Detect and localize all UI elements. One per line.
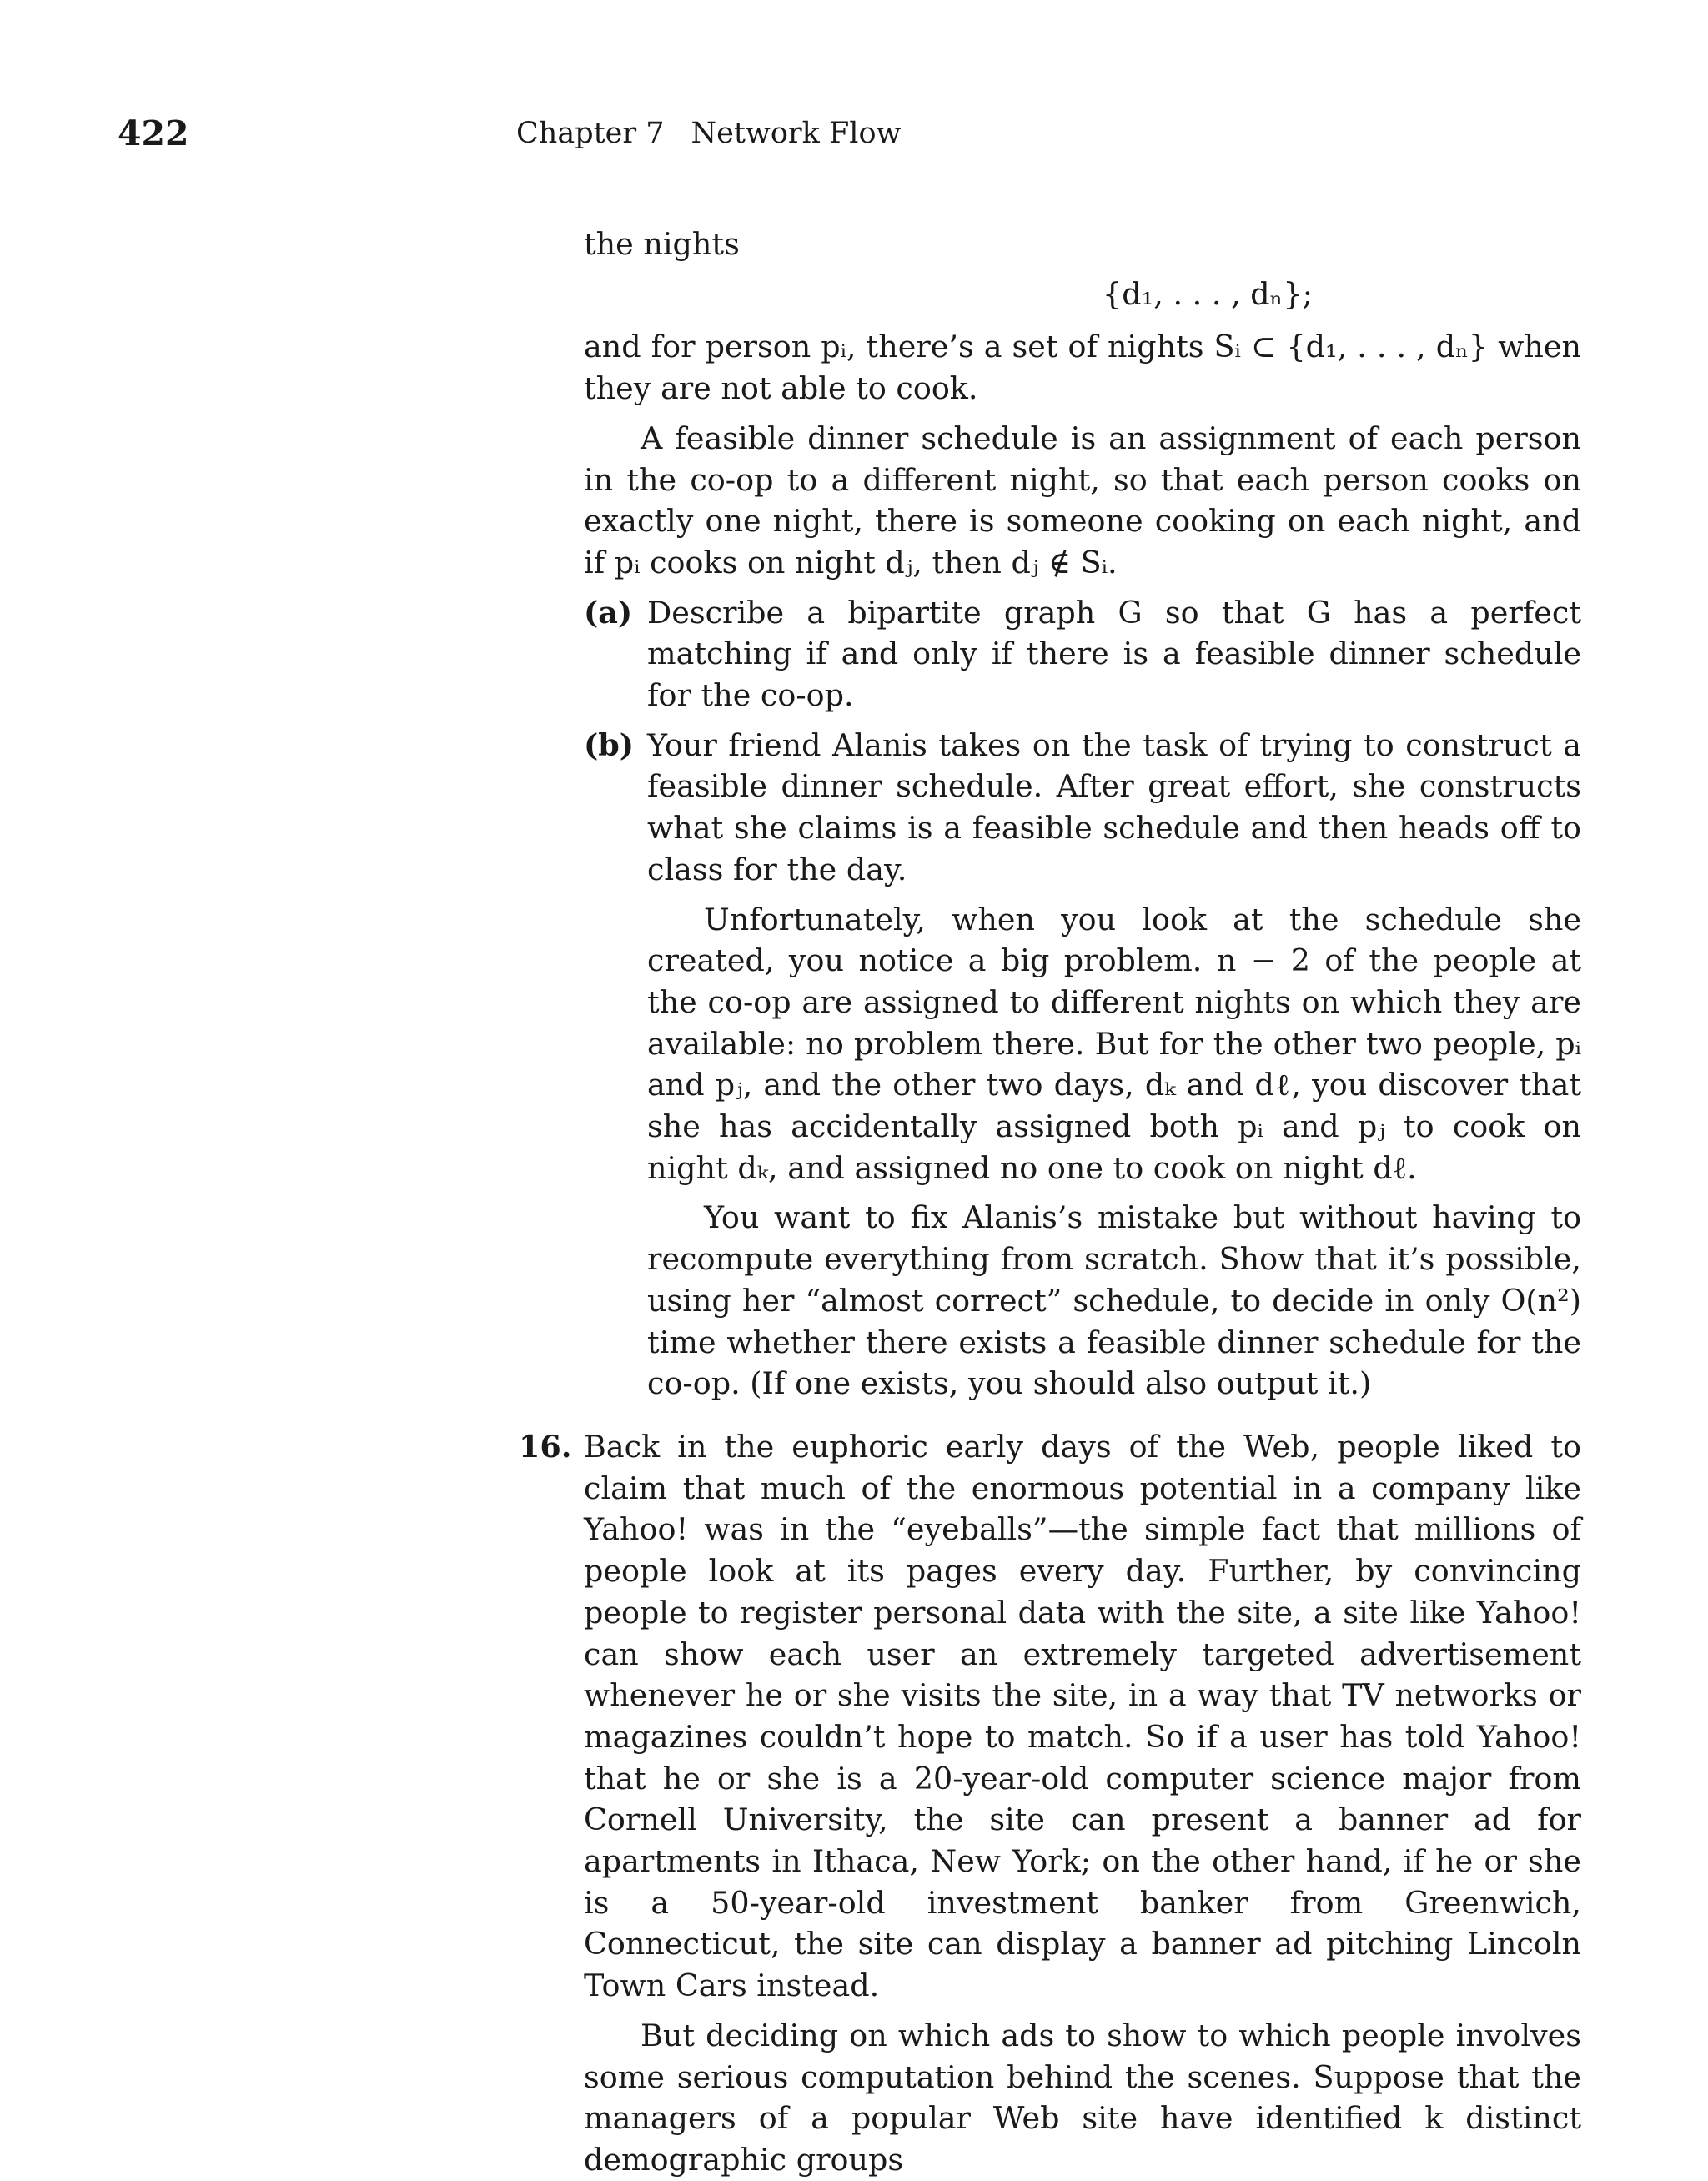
subproblem-b-text: Your friend Alanis takes on the task of trying to construct a feasible dinner schedule. After great effort, she constructs what she claims is a feasible schedule and then heads off to class for the day. [647,726,1581,887]
exercise-number: 16. [519,1428,572,1465]
exercise-16 [519,1426,1581,2181]
paragraph-definition: A feasible dinner schedule is an assignment of each person in the co-op to a different night, so that each person cooks on exactly one night, there is someone cooking on each night, and if pᵢ cooks on night dⱼ, then dⱼ ∉ Sᵢ. [584,420,1581,580]
subproblem-b-task: You want to fix Alanis’s mistake but without having to recompute everything from scratch. Show that it’s possible, using her “almost correct” schedule, to decide in only O(n²) time whether there exists a feasible dinner schedule for the co-op. (If one exists, you should also output it.) [647,1199,1581,1402]
paragraph-unavailable-nights: and for person pᵢ, there’s a set of nights Sᵢ ⊂ {d₁, . . . , dₙ} when they are not able to cook. [584,329,1581,407]
page-number: 422 [118,113,189,153]
subproblem-label: (a) [584,594,633,631]
subproblem-b-problem: Unfortunately, when you look at the schedule she created, you notice a big problem. n − 2 of the people at the co-op are assigned to different nights on which they are available: no problem there. But for the other two people, pᵢ and pⱼ, and the other two days, dₖ and dℓ, you discover that she has accidentally assigned both pᵢ and pⱼ to cook on night dₖ, and assigned no one to cook on night dℓ. [647,901,1581,1186]
exercise-16-paragraph-2: But deciding on which ads to show to which people involves some serious computation behind the scenes. Suppose that the managers of a popular Web site have identified k distinct demographic groups [584,2017,1581,2178]
subproblem-a-text: Describe a bipartite graph G so that G has a perfect matching if and only if there is a feasible dinner schedule for the co-op. [647,594,1581,714]
chapter-label: Chapter 7 [516,117,665,150]
subproblem-b [584,725,1581,1405]
subproblem-label: (b) [584,726,635,763]
display-equation: {d₁, . . . , dₙ}; [1103,275,1313,312]
paragraph-nights: the nights [584,226,740,262]
exercise-16-paragraph: Back in the euphoric early days of the Web, people liked to claim that much of the enormous potential in a company like Yahoo! was in the “eyeballs”—the simple fact that millions of people look at its pages every day. Further, by convincing people to register personal data with the site, a site like Yahoo! can show each user an extremely targeted advertisement whenever he or she visits the site, in a way that TV networks or magazines couldn’t hope to match. So if a user has told Yahoo! that he or she is a 20-year-old computer science major from Cornell University, the site can present a banner ad for apartments in Ithaca, New York; on the other hand, if he or she is a 50-year-old investment banker from Greenwich, Connecticut, the site can display a banner ad pitching Lincoln Town Cars instead. [584,1428,1581,2004]
chapter-title: Network Flow [691,117,902,150]
running-head [516,113,902,153]
body-text [519,224,1581,2181]
subproblem-a [584,592,1581,716]
